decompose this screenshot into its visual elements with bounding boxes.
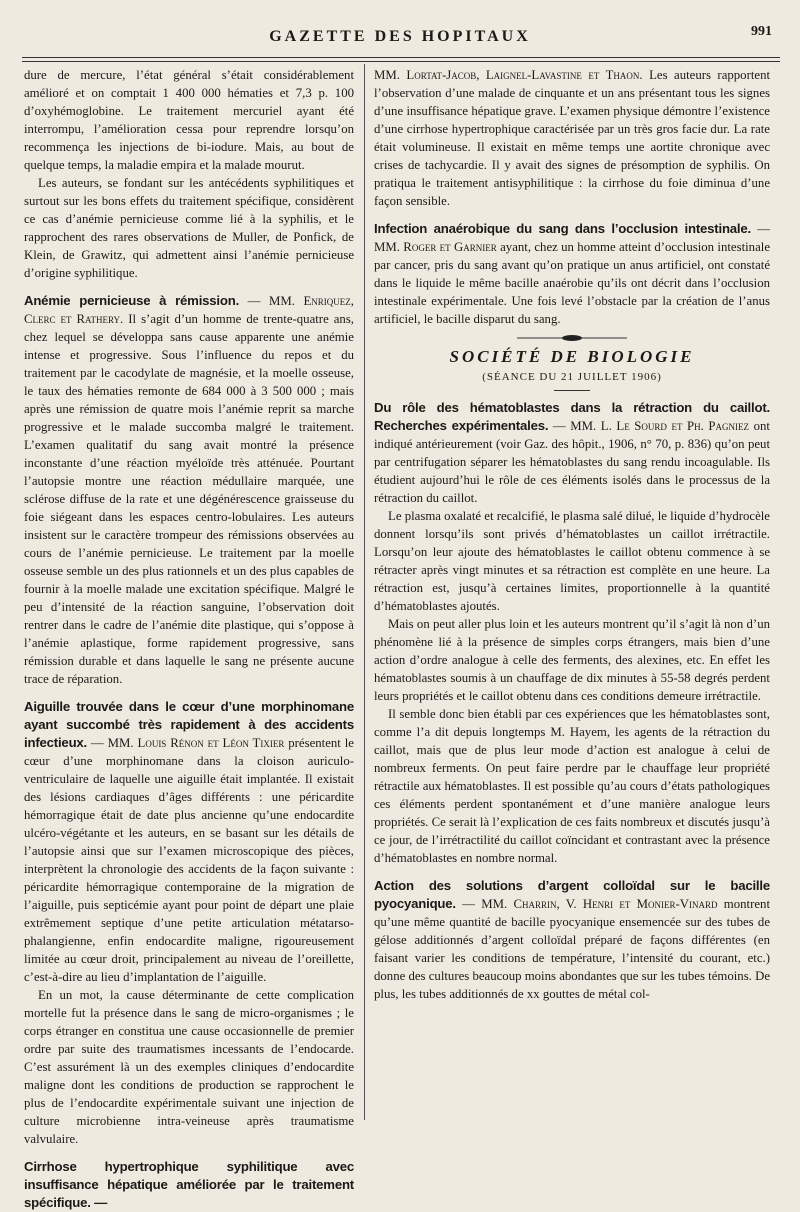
- article-heading: Infection anaérobique du sang dans l’occlusion intestinale.: [374, 221, 751, 236]
- article-authors: MM. Lortat-Jacob, Laignel-Lavastine et Thaon.: [374, 68, 643, 82]
- article-authors: MM. Roger et Garnier: [374, 240, 497, 254]
- article-authors: MM. Enriquez, Clerc et Rathery.: [24, 294, 354, 326]
- article-heading: Action des solutions d’argent colloïdal sur le bacille pyocyanique.: [374, 878, 770, 911]
- article-heading: Du rôle des hématoblastes dans la rétraction du caillot. Recherches expérimentales.: [374, 400, 770, 433]
- left-column: [24, 66, 354, 1212]
- article-paragraph: [374, 66, 770, 210]
- paragraph: Les auteurs, se fondant sur les antécédents syphilitiques et surtout sur les bons effets du traitement spécifique, considèrent ce cas d’anémie pernicieuse comme lié à la syphilis, et le rapprochent des rares observations de Muller, de Ponfick, de Klein, de Grawitz, qui admettent ainsi l’anémie pernicieuse d’origine syphilitique.: [24, 176, 354, 280]
- article-text: présentent le cœur d’une morphinomane dans la cloison auriculo-ventriculaire de laquelle une aiguille était implantée. Il existait des lésions cardiaques d’âges différents : une péricardite hémorragique était de date plus ancienne qu’une endocardite ulcéro-végétante et les auteurs, en se basant sur les détails de l’autopsie ainsi que sur l’examen microscopique des pièces, interprètent la chronologie des accidents de la façon suivante : péricardite hémorragique contemporaine de la migration de l’aiguille, puis septicémie ayant pour point de départ une plaie extrêmement septique d’une petite articulation métatarso-phalangienne, enfin endocardite maligne, rigoureusement limitée au cœur droit, principalement au niveau de l’oreillette, c’est-à-dire au lieu d’implantation de l’aiguille.: [24, 736, 354, 984]
- paragraph: dure de mercure, l’état général s’était considérablement amélioré et on comptait 1 400 000 hématies et 7,3 p. 100 d’oxyhémoglobine. Le traitement mercuriel ayant été interrompu, l’amélioration cessa pour reprendre lorsqu’on recommença les injections de bi-iodure. Mais, au bout de quelque temps, la maladie empira et la malade mourut.: [24, 68, 354, 172]
- section-title: SOCIÉTÉ DE BIOLOGIE: [449, 347, 695, 366]
- article-text: montrent qu’une même quantité de bacille pyocyanique ensemencée sur des tubes de gélose additionnés d’argent colloïdal préparé de façons différentes (en faisant varier les conditions de température, l’intensité du courant, etc.) donne des cultures beaucoup moins abondantes que sur les tubes témoins. De plus, les tubes additionnés de xx gouttes de métal col-: [374, 897, 770, 1001]
- header-rule-double: [22, 61, 780, 62]
- article-text: ayant, chez un homme atteint d’occlusion intestinale par cancer, pris du sang avant qu’on pratique un anus artificiel, ont constaté dans le liquide le même bacille anaérobie qu’ils ont décrit dans l’occlusion intestinale expérimentale. Une fois levé l’obstacle par la création de l’anus artificiel, le bacille disparut du sang.: [374, 240, 771, 326]
- paragraph: Le plasma oxalaté et recalcifié, le plasma salé dilué, le liquide d’hydrocèle donnent lorsqu’ils sont privés d’hématoblastes un caillot irrétractile. Lorsqu’on leur ajoute des hématoblastes le caillot obtenu commence à se rétracter après vingt minutes et sa rétraction est complète en une heure. La rétraction est, jusqu’à certaines limites, proportionnelle à la quantité d’hématoblastes ajoutés.: [374, 509, 770, 613]
- paragraph: Mais on peut aller plus loin et les auteurs montrent qu’il s’agit là non d’un phénomène lié à la présence de simples corps étrangers, mais bien d’une action d’ordre analogue à celle des ferments, des alexines, etc. En effet les hématoblastes soumis à un chauffage de dix minutes à 55-58 degrés perdent leurs propriétés et le caillot obtenu dans ces conditions demeure irrétractile.: [374, 617, 770, 703]
- article-authors: MM. Charrin, V. Henri et Monier-Vinard: [481, 897, 718, 911]
- column-divider: [364, 64, 365, 1120]
- article-authors: MM. L. Le Sourd et Ph. Pagniez: [570, 419, 750, 433]
- article-heading: Aiguille trouvée dans le cœur d’une morphinomane ayant succombé très rapidement à des accidents infectieux.: [24, 699, 354, 750]
- paragraph: En un mot, la cause déterminante de cette complication mortelle fut la présence dans le sang de micro-organismes ; le corps étranger en constitua une cause occasionnelle de premier ordre par suite des traumatismes incessants de l’endocarde. C’est assurément là un des exemples cliniques d’endocardite maligne dont les conditions de production se rapprochent le plus de l’endocardite expérimentale suivant une injection de culture microbienne intra-veineuse après traumatisme valvulaire.: [24, 988, 354, 1146]
- article-paragraph: Action des solutions d’argent colloïdal sur le bacille pyocyanique. — MM. Charrin, V. Henri et Monier-Vinard montrent qu’une même quantité de bacille pyocyanique ensemencée sur des tubes de gélose additionnés d’argent colloïdal préparé de façons différentes (en faisant varier les conditions de température, l’intensité du courant, etc.) donne des cultures beaucoup moins abondantes que sur les tubes témoins. De plus, les tubes additionnés de xx gouttes de métal col-: [374, 878, 770, 1001]
- article-paragraph: [24, 1158, 354, 1212]
- journal-title: GAZETTE DES HOPITAUX: [269, 28, 531, 45]
- article-paragraph: Du rôle des hématoblastes dans la rétraction du caillot. Recherches expérimentales. — MM. L. Le Sourd et Ph. Pagniez ont indiqué antérieurement (voir Gaz. des hôpit., 1906, n° 70, p. 836) qu’on peut par centrifugation séparer les hématoblastes du sang rendu incoagulable. Ils étudient aujourd’hui le rôle de ces éléments isolés dans le processus de la rétraction du caillot.: [374, 400, 770, 505]
- article-paragraph: Anémie pernicieuse à rémission. — MM. Enriquez, Clerc et Rathery. Il s’agit d’un homme de trente-quatre ans, chez lequel se développa sans cause apparente une anémie intense et progressive. Sous l’influence du repos et du traitement par le cacodylate de magnésie, et la moelle osseuse, le taux des hématies remonte de 684 000 à 3 500 000 ; mais après une rémission de quatre mois l’anémie reprit sa marche progressive et le malade succomba malgré le traitement. L’examen qualitatif du sang avait montré la présence inconstante d’une réaction myéloïde très atténuée. Pourtant l’autopsie montre une réaction médullaire marquée, une sclérose diffuse de la rate et une dégénérescence graisseuse du foie siégeant dans les espaces centro-lobulaires. Les auteurs insistent sur le caractère trompeur des rémissions observées au cours de l’anémie pernicieuse. Le traitement par la moelle osseuse semble un des plus rationnels et un des plus capables de fournir à la moelle malade une excitation spécifique. Malgré le peu d’intensité de la réaction sanguine, l’observation doit rentrer dans le cadre de l’anémie dite plastique, qui s’oppose à l’anémie aplastique, forme rapidement progressive, sans rémission durable et dans laquelle le sang ne présente aucune trace de réparation.: [24, 293, 355, 686]
- short-rule: [554, 390, 590, 391]
- article-heading: Cirrhose hypertrophique syphilitique avec insuffisance hépatique améliorée par le traitement spécifique. —: [24, 1159, 354, 1210]
- header-rule: [22, 57, 780, 58]
- right-column: [374, 66, 770, 1003]
- article-text: Les auteurs rapportent l’observation d’une malade de cinquante et un ans présentant tous les signes d’une insuffisance hépatique grave. L’examen physique démontre l’existence d’une cirrhose hypertrophique caractérisée par un très gros facie dur. La rate était volumineuse. Il existait en même temps une aortite chronique avec crises de tachycardie. Il y avait des signes de présomption de syphilis. On pratiqua le traitement antisyphilitique : la cirrhose du foie diminua d’une façon sensible.: [374, 68, 771, 208]
- page-number: 991: [751, 24, 772, 39]
- article-paragraph: Aiguille trouvée dans le cœur d’une morphinomane ayant succombé très rapidement à des accidents infectieux. — MM. Louis Rénon et Léon Tixier présentent le cœur d’une morphinomane dans la cloison auriculo-ventriculaire de laquelle une aiguille était implantée. Il existait des lésions cardiaques d’âges différents : une péricardite hémorragique était de date plus ancienne qu’une endocardite ulcéro-végétante et les auteurs, en se basant sur les détails de l’autopsie ainsi que sur l’examen microscopique des pièces, interprètent la chronologie des accidents de la façon suivante : péricardite hémorragique contemporaine de la migration de l’aiguille, puis septicémie ayant pour point de départ une plaie extrêmement septique d’une petite articulation métatarso-phalangienne, enfin endocardite maligne, rigoureusement limitée au cœur droit, principalement au niveau de l’oreillette, c’est-à-dire au lieu d’implantation de l’aiguille.: [24, 699, 354, 984]
- article-text: Il s’agit d’un homme de trente-quatre ans, chez lequel se développa sans cause apparente une anémie intense et progressive. Sous l’influence du repos et du traitement par le cacodylate de magnésie, et la moelle osseuse, le taux des hématies remonte de 684 000 à 3 500 000 ; mais après une rémission de quatre mois l’anémie reprit sa marche progressive et le malade succomba malgré le traitement. L’examen qualitatif du sang avait montré la présence inconstante d’une réaction myéloïde très atténuée. Pourtant l’autopsie montre une réaction médullaire marquée, une sclérose diffuse de la rate et une dégénérescence graisseuse du foie siégeant dans les espaces centro-lobulaires. Les auteurs insistent sur le caractère trompeur des rémissions observées au cours de l’anémie pernicieuse. Le traitement par la moelle osseuse semble un des plus rationnels et un des plus capables de fournir à la moelle malade une excitation spécifique. Malgré le peu d’intensité de la réaction sanguine, l’observation doit rentrer dans le cadre de l’anémie dite plastique, qui s’oppose à l’anémie aplastique, forme rapidement progressive, sans rémission durable et dans laquelle le sang ne présente aucune trace de réparation.: [24, 312, 355, 686]
- article-authors: MM. Louis Rénon et Léon Tixier: [107, 736, 285, 750]
- ornament-divider: [517, 334, 627, 342]
- article-text: ont indiqué antérieurement (voir Gaz. des hôpit., 1906, n° 70, p. 836) qu’on peut par centrifugation séparer les hématoblastes du sang rendu incoagulable. Ils étudient aujourd’hui le rôle de ces éléments isolés dans le processus de la rétraction du caillot.: [374, 419, 770, 505]
- section-subtitle: (SÉANCE DU 21 JUILLET 1906): [482, 371, 662, 383]
- article-paragraph: Infection anaérobique du sang dans l’occlusion intestinale. — MM. Roger et Garnier ayant, chez un homme atteint d’occlusion intestinale par cancer, pris du sang avant qu’on pratique un anus artificiel, ont constaté dans le liquide le même bacille anaérobie qu’ils ont décrit dans l’occlusion intestinale expérimentale. Une fois levé l’obstacle par la création de l’anus artificiel, le bacille disparut du sang.: [374, 221, 771, 326]
- article-heading: Anémie pernicieuse à rémission.: [24, 293, 240, 308]
- page-header: [20, 24, 780, 54]
- paragraph: Il semble donc bien établi par ces expériences que les hématoblastes sont, comme l’a dit depuis longtemps M. Hayem, les agents de la rétraction du caillot, mais que de plus leur mode d’action est analogue à celui de nombreux ferments. On peut faire perdre par le chauffage leur propriété rétractile aux hématoblastes. Il est possible qu’au cours d’états pathologiques ces éléments perdent spontanément et d’une manière analogue leurs propriétés. Ce serait là l’explication de ces faits nombreux et discutés jusqu’à ce jour, de l’irrétractilité du caillot coïncidant et contrastant avec la présence d’hématoblastes en nombre normal.: [374, 707, 770, 865]
